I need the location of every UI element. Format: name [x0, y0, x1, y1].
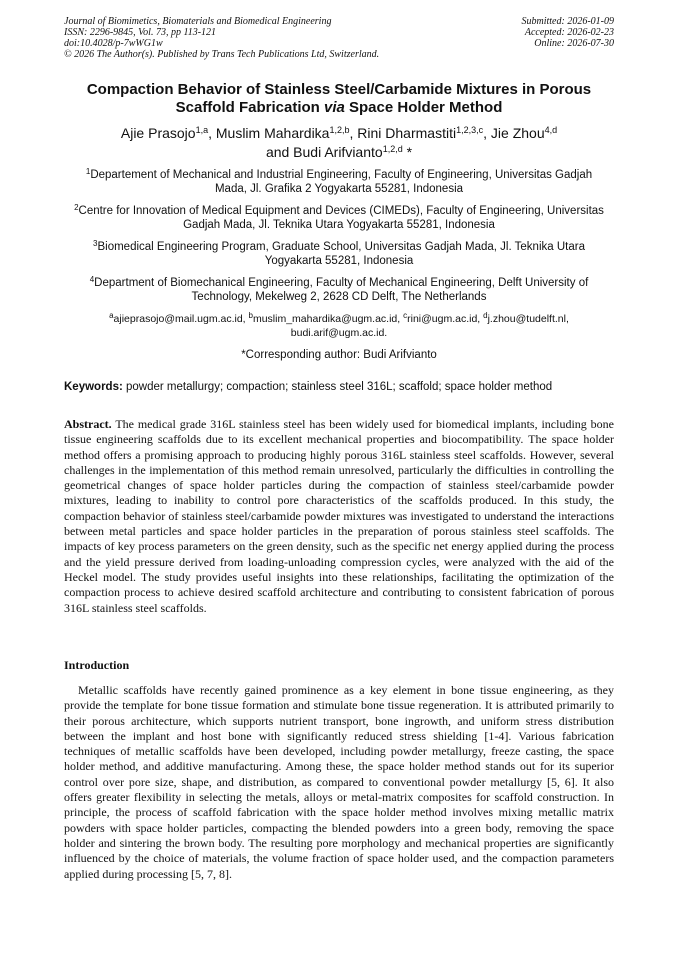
paper-title	[40, 81, 638, 117]
title-line-2: Scaffold Fabrication via Space Holder Method	[175, 99, 503, 116]
author: Muslim Mahardika$^{1,2,b}$,	[215, 125, 358, 141]
author: Rini Dharmastiti$^{1,2,3,c}$,	[357, 125, 491, 141]
email-link[interactable]: $^b$muslim_mahardika@ugm.ac.id,	[248, 311, 404, 325]
introduction-paragraph: Metallic scaffolds have recently gained prominence as a key element in bone tissue engineering, as they provide the template for bone tissue formation and stimulate bone tissue regeneration. It is attributed primarily to their porous architecture, which supports nutrient transport, bone ingrowth, and uniform stress distribution between the implant and host bone with significantly reduced stress shielding [1-4]. Various fabrication techniques of metallic scaffolds have been developed, including powder metallurgy, freeze casting, the space holder method, and additive manufacturing. Among these, the space holder method stands out for its superior control over pore size, shape, and distribution, as compared to conventional powder metallurgy [5, 6]. It also offers greater flexibility in selecting the metals, alloys or metal-matrix composites for scaffold construction. In principle, the process of scaffold fabrication with the space holder method involves mixing metallic matrix powders with space holder particles, compacting the blended powders into a green body, removing the space holder and sintering the brown body. The resulting pore morphology and mechanical properties are significantly influenced by the choice of materials, the volume fraction of space holder used, and the compaction parameters applied during processing [5, 7, 8].	[64, 683, 614, 881]
author-emails	[74, 312, 604, 340]
keywords	[64, 380, 624, 394]
keywords-text: powder metallurgy; compaction; stainless steel 316L; scaffold; space holder method	[122, 381, 553, 393]
copyright: © 2026 The Author(s). Published by Trans Tech Publications Ltd, Switzerland.	[64, 49, 380, 60]
journal-issn: ISSN: 2296-9845, Vol. 73, pp 113-121	[64, 27, 217, 38]
author: Jie Zhou$^{4,d}$	[490, 125, 558, 141]
author: and Budi Arifvianto$^{1,2,d}$ *	[265, 144, 413, 160]
email-link[interactable]: $^c$rini@ugm.ac.id,	[403, 311, 484, 325]
journal-name: Journal of Biomimetics, Biomaterials and Biomedical Engineering	[64, 16, 332, 27]
affiliation: $^4$Department of Biomechanical Engineering, Faculty of Mechanical Engineering, Delft University of Technology, Mekelweg 2, 2628 CD Delft, The Netherlands	[89, 275, 589, 303]
section-heading-introduction: Introduction	[64, 658, 130, 672]
abstract-text: The medical grade 316L stainless steel has been widely used for biomedical implants, including bone tissue engineering scaffolds due to its excellent mechanical properties and biocompatibility. The space holder method offers a promising approach to producing highly porous 316L stainless steel scaffolds. However, several challenges in the implementation of this method remain unresolved, particularly the difficulties in controlling the geometrical changes of space holder particles during the compaction of stainless steel/carbamide powder mixtures, leading to inability to control pore characteristics of the scaffolds produced. In this study, the compaction behavior of stainless steel/carbamide powder mixtures was investigated to understand the interactions between metal particles and space holder particles in the preparation of porous stainless steel scaffolds. The impacts of key process parameters on the green density, such as the specific net energy applied during the process and the yield pressure derived from loading-unloading compression cycles, were analyzed with the aid of the Heckel model. The study provides useful insights into these relationships, facilitating the optimization of the compaction process to achieve desired scaffold architecture and contributing to consistent fabrication of porous 316L stainless steel scaffolds.	[64, 417, 614, 615]
keywords-label: Keywords:	[64, 381, 123, 393]
abstract	[64, 417, 614, 616]
corresponding-author: *Corresponding author: Budi Arifvianto	[241, 349, 437, 361]
affiliation: $^1$Departement of Mechanical and Industrial Engineering, Faculty of Engineering, Universitas Gadjah Mada, Jl. Grafika 2 Yogyakarta 55281, Indonesia	[85, 167, 593, 195]
affiliation: $^2$Centre for Innovation of Medical Equipment and Devices (CIMEDs), Faculty of Engineering, Universitas Gadjah Mada, Jl. Teknika Utara Yogyakarta 55281, Indonesia	[74, 203, 604, 231]
online-date: Online: 2026-07-30	[534, 38, 614, 49]
email-link[interactable]: $^d$j.zhou@tudelft.nl,	[483, 311, 569, 325]
email-link[interactable]: $^a$ajieprasojo@mail.ugm.ac.id,	[109, 311, 249, 325]
abstract-label: Abstract.	[64, 417, 112, 431]
author: Ajie Prasojo$^{1,a}$,	[120, 125, 216, 141]
accepted-date: Accepted: 2026-02-23	[524, 27, 614, 38]
title-line-1: Compaction Behavior of Stainless Steel/Carbamide Mixtures in Porous	[86, 81, 592, 98]
doi: doi:10.4028/p-7wWG1w	[64, 38, 163, 49]
affiliation: $^3$Biomedical Engineering Program, Graduate School, Universitas Gadjah Mada, Jl. Teknika Utara Yogyakarta 55281, Indonesia	[93, 239, 585, 267]
dates-header	[522, 16, 615, 49]
email-link[interactable]: budi.arif@ugm.ac.id.	[290, 327, 388, 339]
submitted-date: Submitted: 2026-01-09	[521, 16, 614, 27]
author-list	[40, 124, 638, 162]
journal-header	[64, 16, 379, 60]
